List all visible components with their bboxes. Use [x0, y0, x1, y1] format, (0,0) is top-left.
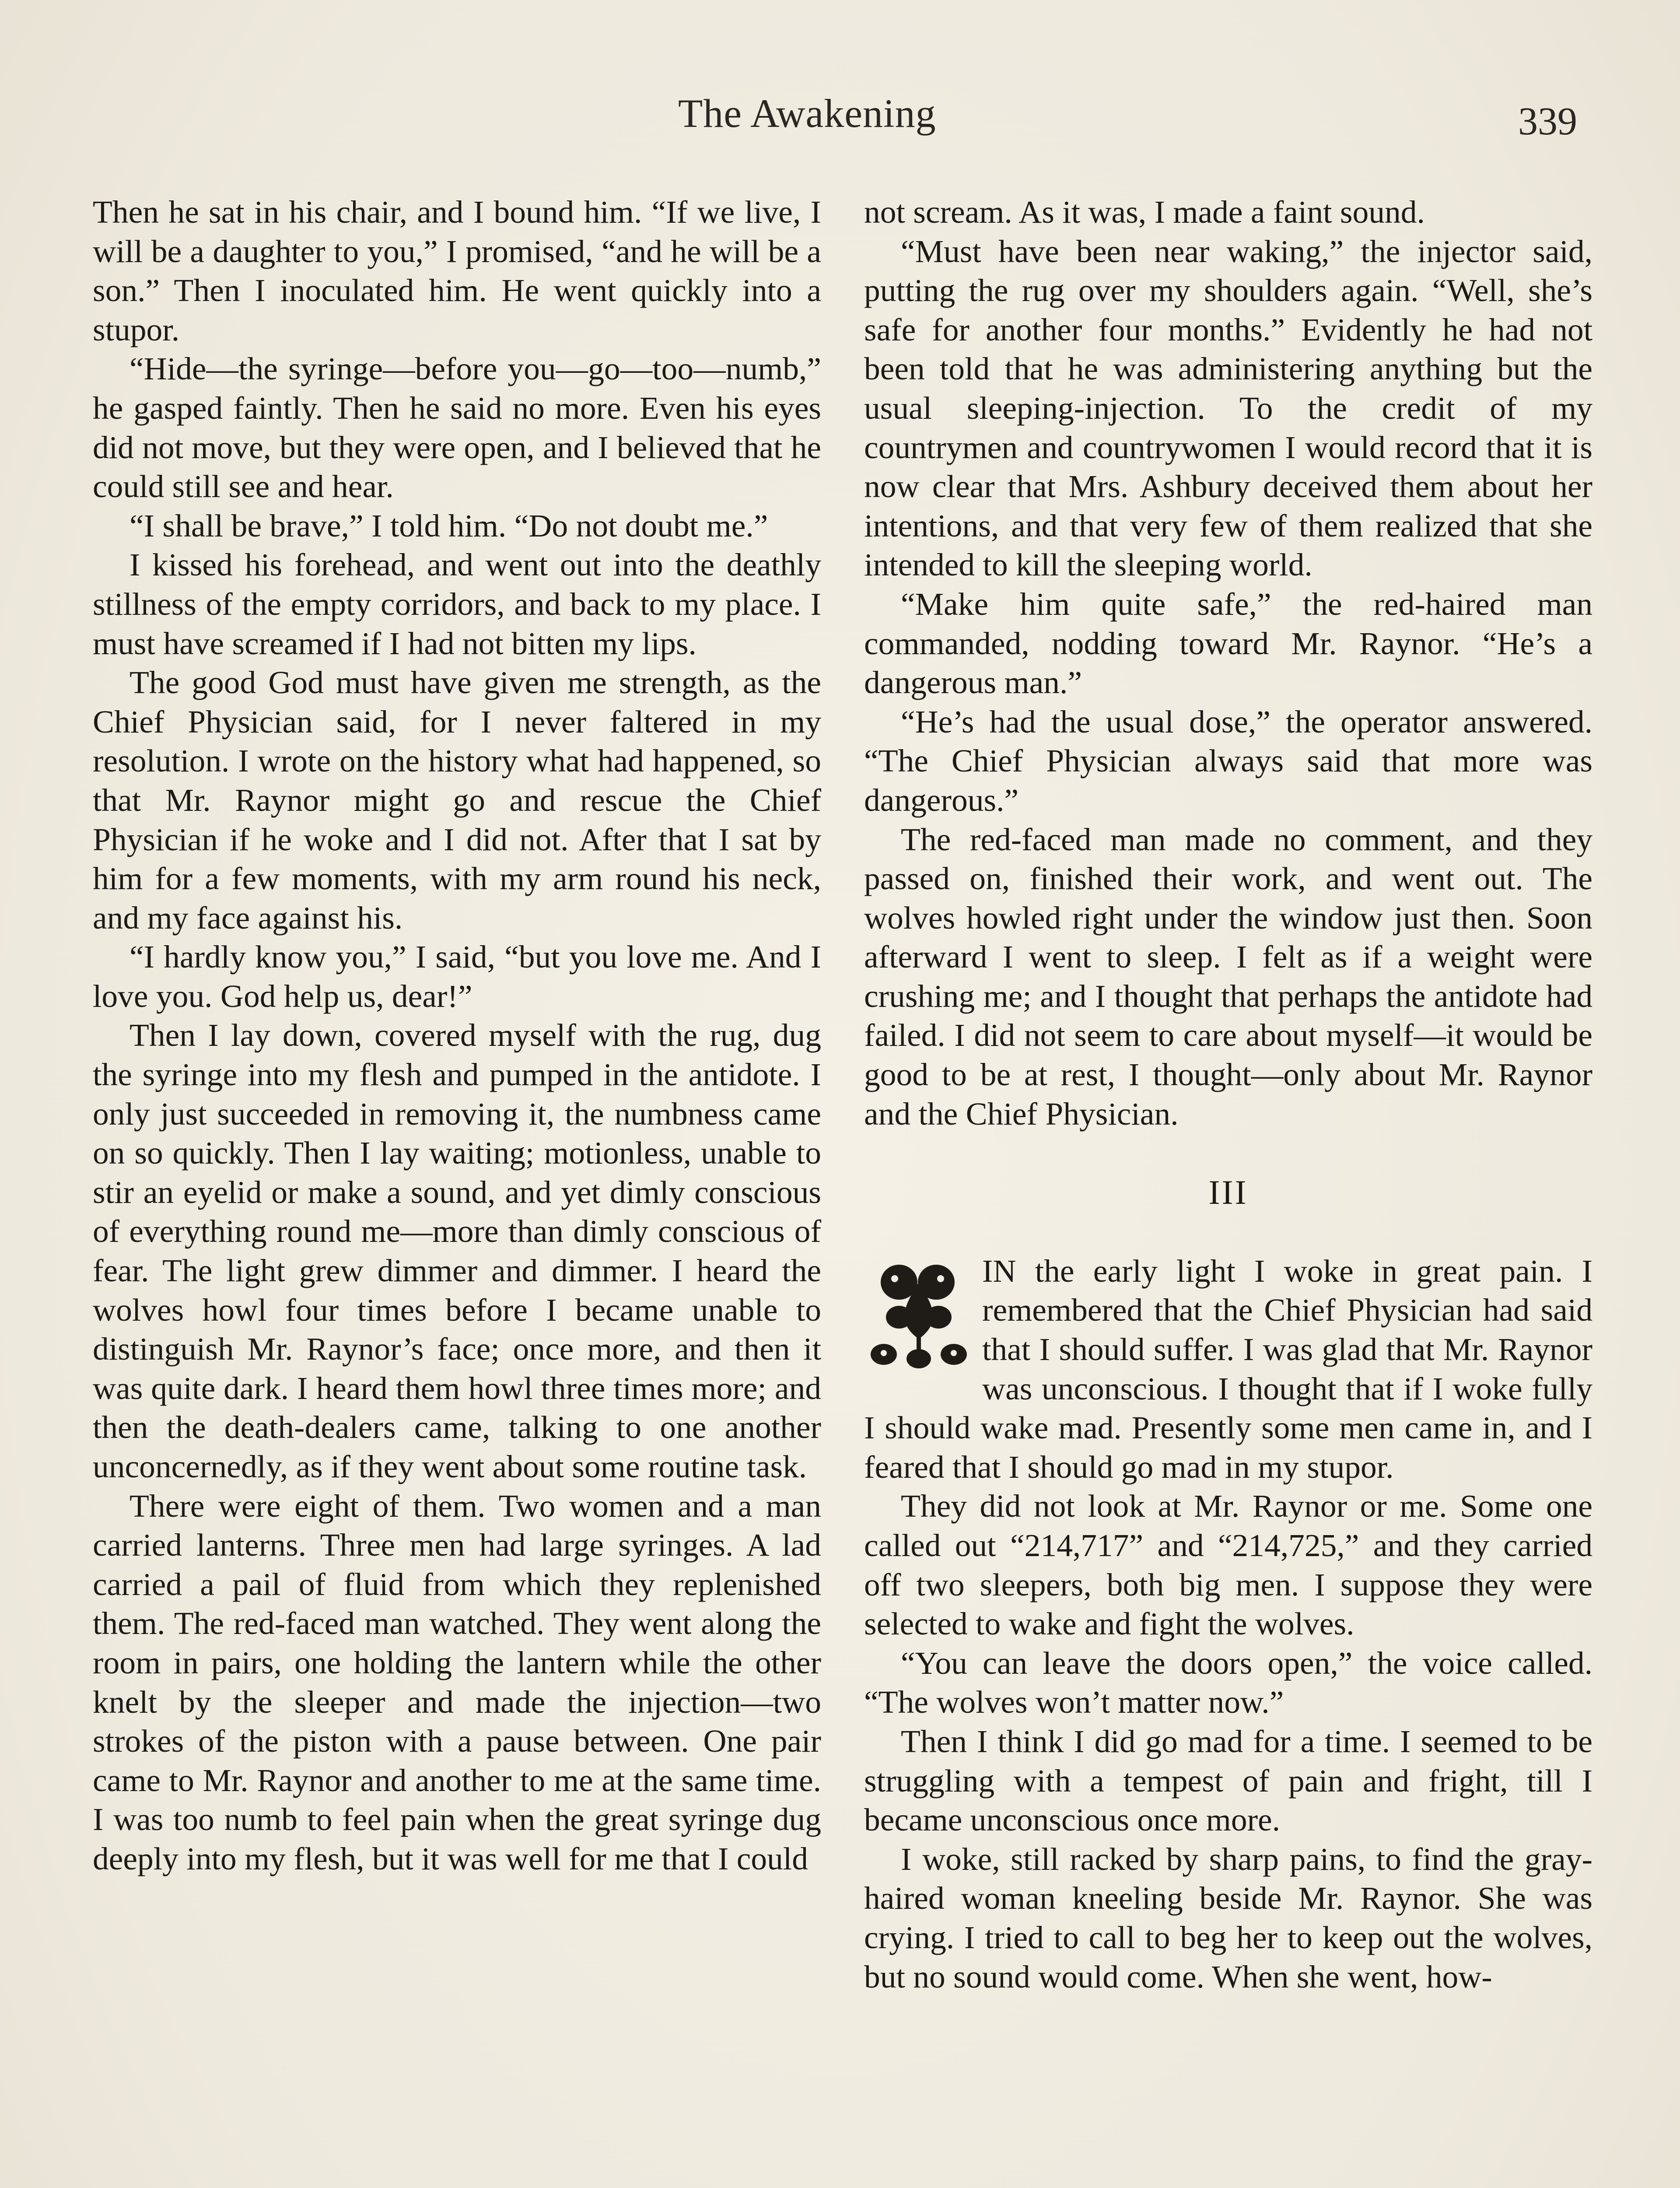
page-number: 339	[1518, 100, 1577, 143]
paragraph: IN the early light I woke in great pain. I remembered that the Chief Physician had said that I should suffer. I was glad that Mr. Raynor was unconscious. I thought that if I woke fully I should wake mad. Presently some men came in, and I feared that I should go mad in my stupor.	[864, 1253, 1592, 1485]
running-head	[0, 90, 1680, 143]
right-column	[864, 193, 1592, 1996]
paragraph: “I hardly know you,” I said, “but you love me. And I love you. God help us, dear!”	[93, 939, 821, 1014]
running-title: The Awakening	[678, 91, 936, 136]
paragraph: I woke, still racked by sharp pains, to find the gray-haired woman kneeling beside Mr. Raynor. She was crying. I tried to call to beg her to keep out the wolves, but no sound would come. When she went, how-	[864, 1841, 1592, 1995]
left-column	[93, 193, 821, 1879]
paragraph: Then he sat in his chair, and I bound him. “If we live, I will be a daughter to you,” I promised, “and he will be a son.” Then I inoculated him. He went quickly into a stupor.	[93, 194, 821, 347]
paragraph: “He’s had the usual dose,” the operator answered. “The Chief Physician always said that more was dangerous.”	[864, 704, 1592, 818]
paragraph: “Must have been near waking,” the injector said, putting the rug over my shoulders again. “Well, she’s safe for another four months.” Evidently he had not been told that he was administering anything but the usual sleeping-injection. To the credit of my countrymen and countrywomen I would record that it is now clear that Mrs. Ashbury deceived them about her intentions, and that very few of them realized that she intended to kill the sleeping world.	[864, 233, 1592, 583]
paragraph: Then I think I did go mad for a time. I seemed to be struggling with a tempest of pain and fright, till I became unconscious once more.	[864, 1723, 1592, 1838]
paragraph: Then I lay down, covered myself with the rug, dug the syringe into my flesh and pumped in the antidote. I only just succeeded in removing it, the numbness came on so quickly. Then I lay waiting; motionless, unable to stir an eyelid or make a sound, and yet dimly conscious of everything round me—more than dimly conscious of fear. The light grew dimmer and dimmer. I heard the wolves howl four times before I became unable to distinguish Mr. Raynor’s face; once more, and then it was quite dark. I heard them howl three times more; and then the death-dealers came, talking to one another unconcernedly, as if they went about some routine task.	[93, 1017, 821, 1484]
paragraph: “I shall be brave,” I told him. “Do not doubt me.”	[130, 508, 768, 543]
paragraph: I kissed his forehead, and went out into the deathly stillness of the empty corridors, and back to my place. I must have screamed if I had not bitten my lips.	[93, 547, 821, 661]
paragraph: “You can leave the doors open,” the voice called. “The wolves won’t matter now.”	[864, 1645, 1592, 1720]
section-heading: III	[1208, 1173, 1248, 1212]
floral-ornament-icon	[864, 1256, 973, 1374]
paragraph: They did not look at Mr. Raynor or me. Some one called out “214,717” and “214,725,” and they carried off two sleepers, both big men. I suppose they were selected to wake and fight the wolves.	[864, 1488, 1592, 1642]
paragraph: The good God must have given me strength, as the Chief Physician said, for I never faltered in my resolution. I wrote on the history what had happened, so that Mr. Raynor might go and rescue the Chief Physician if he woke and I did not. After that I sat by him for a few moments, with my arm round his neck, and my face against his.	[93, 665, 821, 936]
paragraph: “Make him quite safe,” the red-haired man commanded, nodding toward Mr. Raynor. “He’s a dangerous man.”	[864, 586, 1592, 701]
paragraph: There were eight of them. Two women and a man carried lanterns. Three men had large syringes. A lad carried a pail of fluid from which they replenished them. The red-faced man watched. They went along the room in pairs, one holding the lantern while the other knelt by the sleeper and made the injection—two strokes of the piston with a pause between. One pair came to Mr. Raynor and another to me at the same time. I was too numb to feel pain when the great syringe dug deeply into my flesh, but it was well for me that I could	[93, 1488, 821, 1876]
paragraph: The red-faced man made no comment, and they passed on, finished their work, and went out. The wolves howled right under the window just then. Soon afterward I went to sleep. I felt as if a weight were crushing me; and I thought that perhaps the antidote had failed. I did not seem to care about myself—it would be good to be at rest, I thought—only about Mr. Raynor and the Chief Physician.	[864, 821, 1592, 1132]
paragraph: “Hide—the syringe—before you—go—too—numb,” he gasped faintly. Then he said no more. Even his eyes did not move, but they were open, and I believed that he could still see and hear.	[93, 351, 821, 505]
paragraph: not scream. As it was, I made a faint sound.	[864, 194, 1425, 230]
